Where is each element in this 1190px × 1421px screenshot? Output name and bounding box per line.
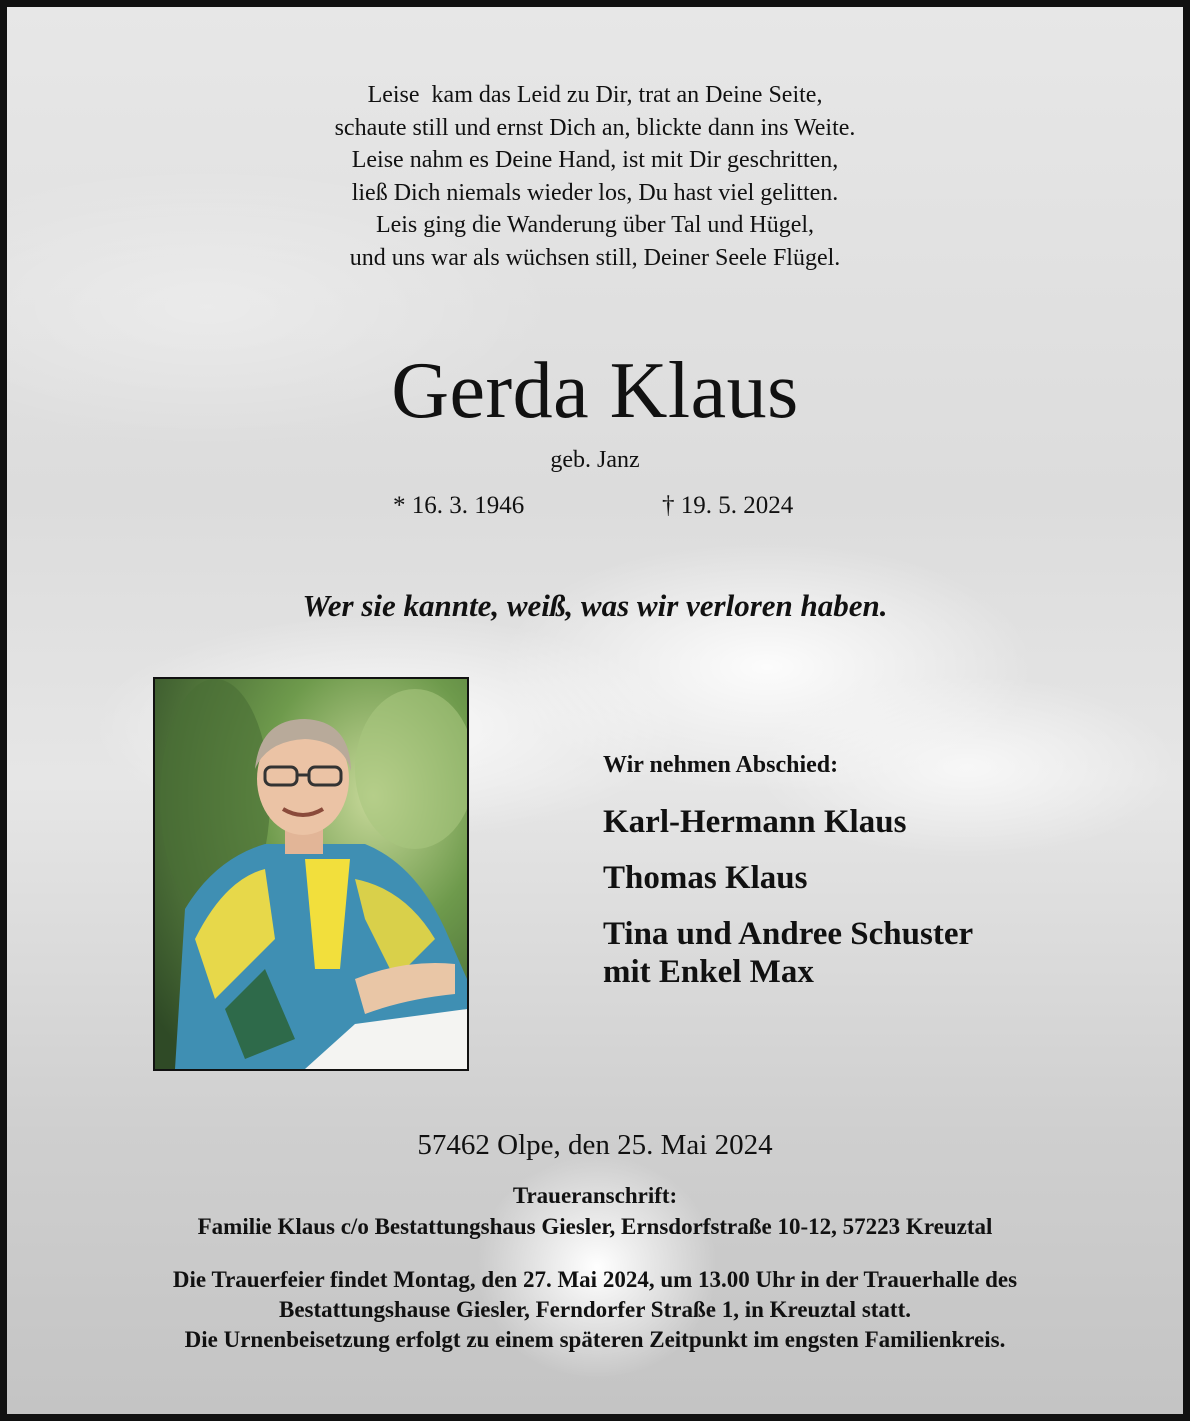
poem-line: ließ Dich niemals wieder los, Du hast viel gelitten. (351, 179, 839, 206)
mourning-address-title: Traueranschrift: (512, 1183, 678, 1208)
mourning-address: Familie Klaus c/o Bestattungshaus Giesler, Ernsdorfstraße 10-12, 57223 Kreuztal (197, 1214, 993, 1239)
motto: Wer sie kannte, weiß, was wir verloren haben. (302, 588, 888, 623)
mourner-name: Tina und Andree Schuster (603, 916, 974, 952)
mourner-name: Karl-Hermann Klaus (603, 804, 907, 840)
mourner-name: Thomas Klaus (603, 860, 808, 896)
poem-line: Leise nahm es Deine Hand, ist mit Dir geschritten, (351, 147, 839, 173)
portrait-illustration (155, 679, 467, 1069)
mourner-name: mit Enkel Max (603, 954, 814, 990)
birth-date: * 16. 3. 1946 (393, 492, 525, 519)
poem (7, 79, 1183, 274)
service-line: Die Urnenbeisetzung erfolgt zu einem späteren Zeitpunkt im engsten Familienkreis. (184, 1327, 1006, 1352)
mourners-list (603, 803, 973, 991)
mourners-block (603, 749, 973, 991)
poem-line: Leise kam das Leid zu Dir, trat an Deine Seite, (367, 82, 823, 108)
place-date: 57462 Olpe, den 25. Mai 2024 (417, 1129, 773, 1161)
service-line: Die Trauerfeier findet Montag, den 27. Mai 2024, um 13.00 Uhr in der Trauerhalle des (172, 1267, 1018, 1292)
poem-line: schaute still und ernst Dich an, blickte dann ins Weite. (334, 114, 856, 141)
mourners-label: Wir nehmen Abschied: (603, 752, 839, 778)
poem-line: Leis ging die Wanderung über Tal und Hügel, (375, 212, 815, 238)
death-date: † 19. 5. 2024 (662, 492, 794, 519)
poem-line: und uns war als wüchsen still, Deiner Seele Flügel. (349, 244, 841, 271)
service-line: Bestattungshause Giesler, Ferndorfer Straße 1, in Kreuztal statt. (278, 1297, 912, 1322)
service-info (7, 1265, 1183, 1355)
portrait-photo (153, 677, 469, 1071)
deceased-name: Gerda Klaus (391, 347, 799, 435)
maiden-name: geb. Janz (550, 447, 640, 473)
